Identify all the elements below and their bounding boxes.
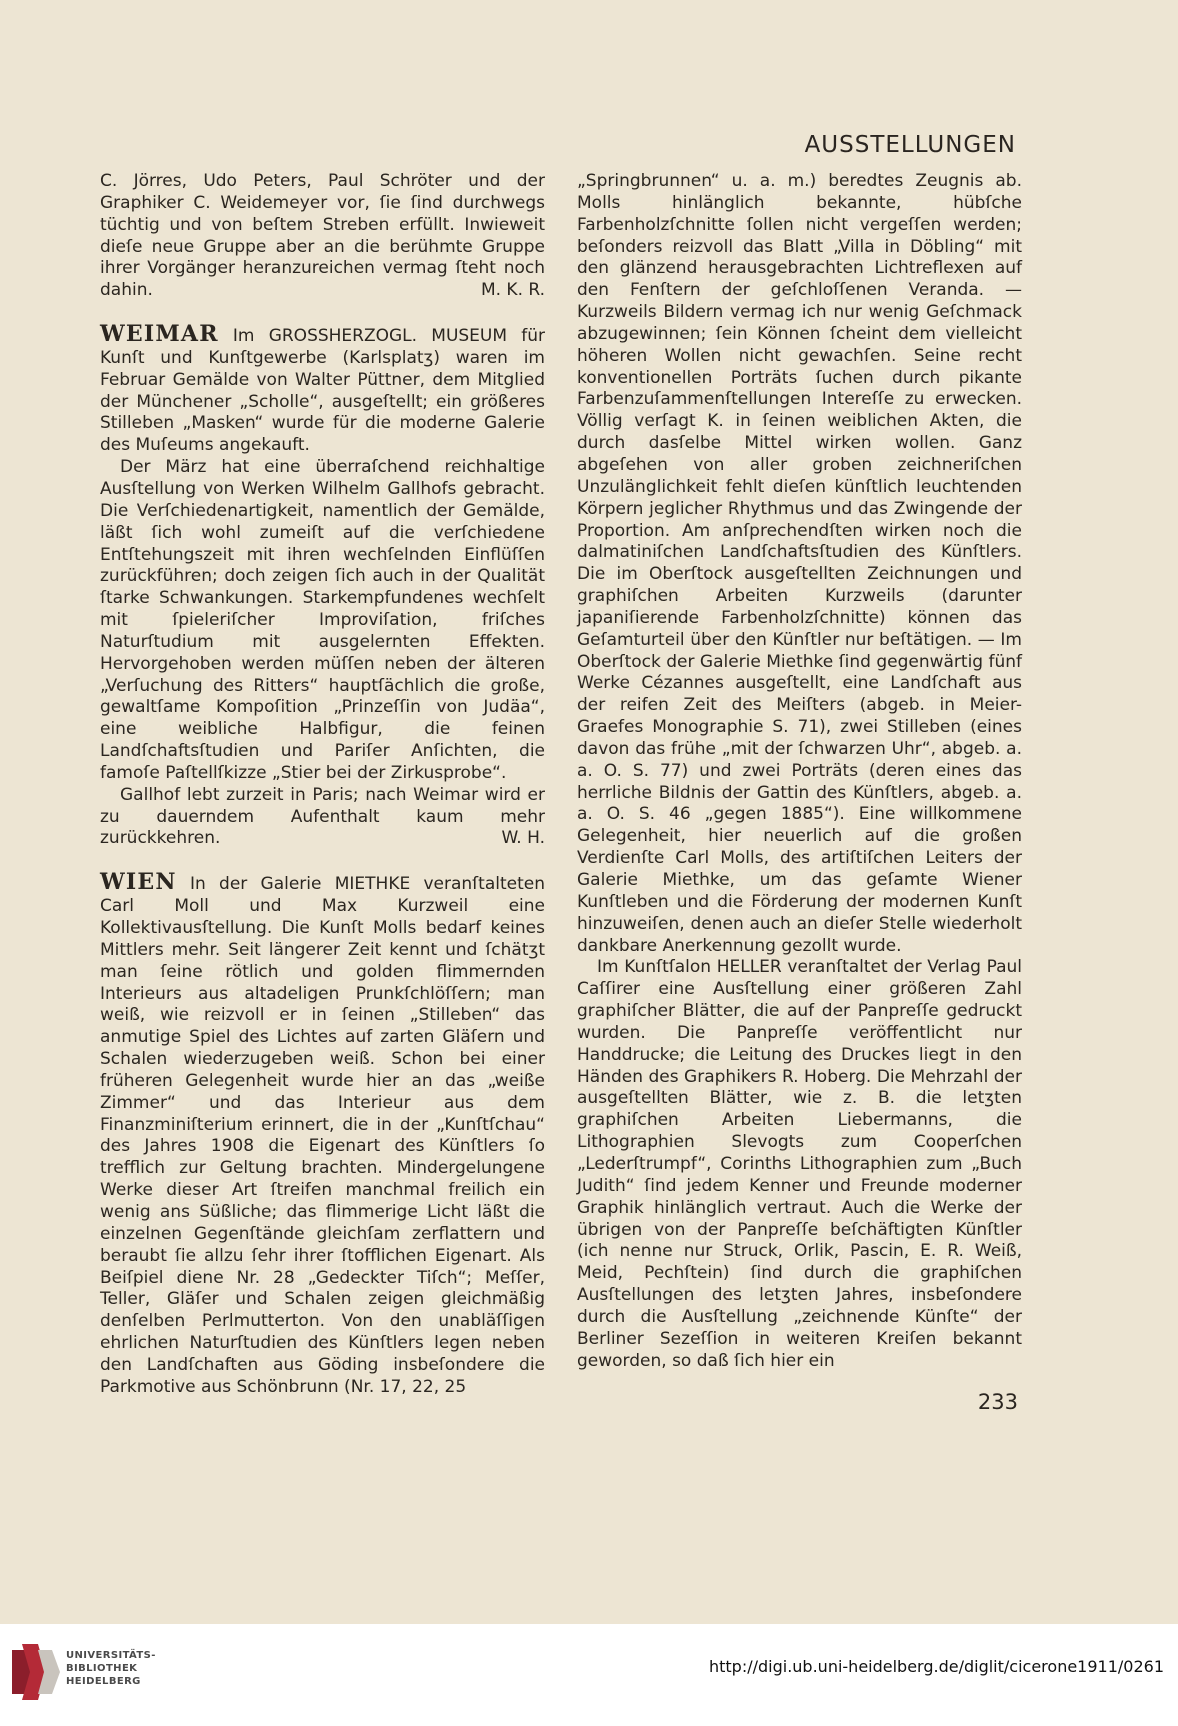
paragraph-text: In der Galerie MIETHKE veranſtalteten Carl Moll und Max Kurzweil eine Kollektivausſtellung. Die Kunſt Molls bedarf keines Mittlers mehr. Seit längerer Zeit kennt und ſchätʒt man ſeine rötlich und golden flimmernden Interieurs aus altadeligen Prunkſchlöſſern; man weiß, wie reizvoll er in ſeinen „Stilleben“ das anmutige Spiel des Lichtes auf zarten Gläſern und Schalen wiederzugeben weiß. Schon bei einer früheren Gelegenheit wurde hier an das „weiße Zimmer“ und das Interieur aus dem Finanzminiſterium erinnert, die in der „Kunſtſchau“ des Jahres 1908 die Eigenart des Künſtlers ſo trefflich zur Geltung brachten. Mindergelungene Werke dieser Art ſtreifen manchmal freilich ein wenig ans Süßliche; das flimmerige Licht läßt die einzelnen Gegenſtände gleichſam zerflattern und beraubt ſie allzu ſehr ihrer ſtofflichen Eigenart. Als Beiſpiel diene Nr. 28 „Gedeckter Tiſch“; Meſſer, Teller, Gläſer und Schalen zeigen gleichmäßig denſelben Perlmutterton. Von den unabläſſigen ehrlichen Naturſtudien des Künſtlers legen neben den Landſchaften aus Göding insbeſondere die Parkmotive aus Schönbrunn (Nr. 17, 22, 25 [100,874,545,1397]
paragraph: Im Kunſtſalon HELLER veranſtaltet der Verlag Paul Caſſirer eine Ausſtellung einer größeren Zahl graphiſcher Blätter, die auf der Panpreſſe gedruckt wurden. Die Panpreſſe veröffentlicht nur Handdrucke; die Leitung des Druckes liegt in den Händen des Graphikers R. Hoberg. Die Mehrzahl der ausgeſtellten Blätter, wie z. B. die letʒten graphiſchen Arbeiten Liebermanns, die Lithographien Slevogts zum Cooperſchen „Lederſtrumpf“, Corinths Lithographien zum „Buch Judith“ ſind jedem Kenner und Freunde moderner Graphik hinlänglich vertraut. Auch die Werke der übrigen von der Panpreſſe beſchäftigten Künſtler (ich nenne nur Struck, Orlik, Pascin, E. R. Weiß, Meid, Pechſtein) ſind durch die graphiſchen Ausſtellungen des letʒten Jahres, insbeſondere durch die Ausſtellung „zeichnende Künſte“ der Berliner Sezeſſion in weiteren Kreiſen bekannt geworden, so daß ſich hier ein [577,957,1022,1371]
author-signature: W. H. [501,828,545,849]
paragraph: Der März hat eine überraſchend reichhaltige Ausſtellung von Werken Wilhelm Gallhofs gebracht. Die Verſchiedenartigkeit, namentlich der Gemälde, läßt ſich wohl zumeiſt auf die verſchiedene Entſtehungszeit mit ihren wechſelnden Einflüſſen zurückführen; doch zeigen ſich auch in der Qualität ſtarke Schwankungen. Starkempfundenes wechſelt mit ſpieleriſcher Improviſation, friſches Naturſtudium mit ausgelernten Effekten. Hervorgehoben werden müſſen neben der älteren „Verſuchung des Ritters“ hauptſächlich die große, gewaltſame Kompoſition „Prinzeſſin von Judäa“, eine weibliche Halbfigur, die feinen Landſchaftsſtudien und Pariſer Anſichten, die famoſe Paſtellſkizze „Stier bei der Zirkusprobe“. [100,457,545,783]
running-header: AUSSTELLUNGEN [804,132,1016,158]
author-signature: M. K. R. [480,280,545,301]
university-library-logo-icon [8,1640,64,1704]
page-number: 233 [977,1390,1018,1414]
library-name [66,1649,156,1688]
text-column-right [577,171,1022,1372]
paragraph-text: C. Jörres, Udo Peters, Paul Schröter und der Graphiker C. Weidemeyer vor, ſie ſind durchwegs tüchtig und von beſtem Streben erfüllt. Inwieweit dieſe neue Gruppe aber an die berühmte Gruppe ihrer Vorgänger heranzureichen vermag ſteht noch dahin. [100,171,545,301]
section-heading: WEIMAR [100,321,219,348]
paragraph-text: Im GROSSHERZOGL. MUSEUM für Kunſt und Kunſtgewerbe (Karlsplatʒ) waren im Februar Gemälde von Walter Püttner, dem Mitglied der Münchener „Scholle“, ausgeſtellt; ein größeres Stilleben „Masken“ wurde für die moderne Galerie des Muſeums angekauft. [100,326,546,456]
section-wien [100,869,545,1398]
text-column-left [100,171,545,1399]
permalink-url[interactable]: http://digi.ub.uni-heidelberg.de/diglit/cicerone1911/0261 [708,1657,1164,1676]
library-name-line: HEIDELBERG [66,1676,141,1687]
library-name-line: UNIVERSITÄTS- [66,1650,156,1661]
section-heading: WIEN [100,869,177,896]
paragraph: „Springbrunnen“ u. a. m.) beredtes Zeugnis ab. Molls hinlänglich bekannte, hübſche Farbenholzſchnitte ſollen nicht vergeſſen werden; beſonders reizvoll das Blatt „Villa in Döbling“ mit den glänzend herausgebrachten Lichtreflexen auf den Fenſtern der geſchloſſenen Veranda. — Kurzweils Bildern vermag ich nur wenig Geſchmack abzugewinnen; ſein Können ſcheint dem vielleicht höheren Wollen nicht gewachſen. Seine recht konventionellen Porträts ſuchen durch pikante Farbenzuſammenſtellungen Intereſſe zu erwecken. Völlig verſagt K. in ſeinen weiblichen Akten, die durch dasſelbe Mittel wirken wollen. Ganz abgeſehen von aller groben zeichneriſchen Unzulänglichkeit fehlt dieſen künſtlich leuchtenden Körpern jeglicher Rhythmus und das Zwingende der Proportion. Am anſprechendſten wirken noch die dalmatiniſchen Landſchaftsſtudien des Künſtlers. Die im Oberſtock ausgeſtellten Zeichnungen und graphiſchen Arbeiten Kurzweils (darunter japaniſierende Farbenholzſchnitte) können das Geſamturteil über den Künſtler nur beſtätigen. — Im Oberſtock der Galerie Miethke ſind gegenwärtig fünf Werke Cézannes ausgeſtellt, eine Landſchaft aus der reifen Zeit des Meiſters (abgeb. in Meier-Graefes Monographie S. 71), zwei Stilleben (eines davon das frühe „mit der ſchwarzen Uhr“, abgeb. a. a. O. S. 77) und zwei Porträts (deren eines das herrliche Bildnis der Gattin des Künſtlers, abgeb. a. a. O. S. 46 „gegen 1885“). Eine willkommene Gelegenheit, hier neuerlich auf die großen Verdienſte Carl Molls, des artiſtiſchen Leiters der Galerie Miethke, um das geſamte Wiener Kunſtleben und die Förderung der modernen Kunſt hinzuweiſen, denen auch an dieſer Stelle wiederholt dankbare Anerkennung gezollt wurde. [577,171,1023,956]
library-name-line: BIBLIOTHEK [66,1663,138,1674]
paragraph-text: Gallhof lebt zurzeit in Paris; nach Weimar wird er zu dauerndem Aufenthalt kaum mehr zurückkehren. [100,784,545,849]
paragraph [100,171,545,302]
section-weimar [100,321,546,457]
paragraph [100,785,545,851]
digitization-footer [0,1624,1178,1726]
